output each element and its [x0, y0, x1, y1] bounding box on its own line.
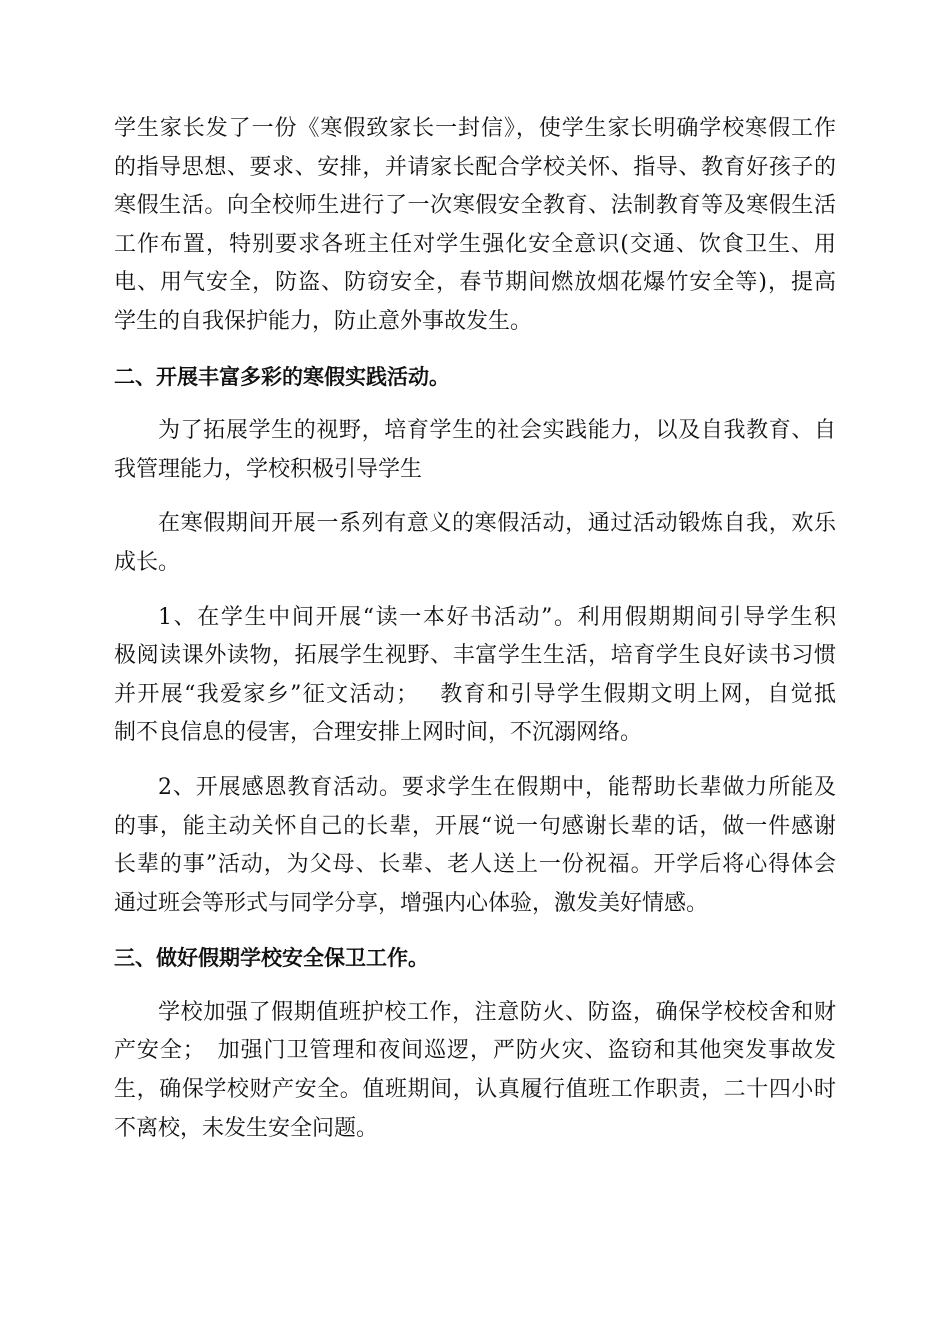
paragraph-practice-intro [114, 412, 836, 489]
text-line: 制不良信息的侵害，合理安排上网时间，不沉溺网络。 [114, 720, 643, 746]
paragraph-practice-activities [114, 505, 836, 582]
paragraph-parent-letter [114, 110, 836, 342]
section-heading-2: 二、开展丰富多彩的寒假实践活动。 [114, 364, 450, 389]
text-line: 2、开展感恩教育活动。要求学生在假期中，能帮助长辈做力所能及 [158, 774, 836, 800]
paragraph-campus-security [114, 994, 836, 1148]
text-line: 我管理能力，学校积极引导学生 [114, 456, 423, 482]
text-line: 在寒假期间开展一系列有意义的寒假活动，通过活动锻炼自我，欢乐 [158, 511, 836, 537]
text-line: 工作布置，特别要求各班主任对学生强化安全意识(交通、饮食卫生、用 [114, 231, 836, 257]
paragraph-reading-activity [114, 599, 836, 753]
text-line: 极阅读课外读物，拓展学生视野、丰富学生生活，培育学生良好读书习惯 [114, 643, 836, 669]
text-line: 通过班会等形式与同学分享，增强内心体验，激发美好情感。 [114, 890, 709, 916]
text-line: 成长。 [114, 549, 181, 575]
text-line: 寒假生活。向全校师生进行了一次寒假安全教育、法制教育等及寒假生活 [114, 193, 836, 219]
text-line: 学生家长发了一份《寒假致家长一封信》，使学生家长明确学校寒假工作 [114, 116, 836, 141]
document-body [114, 110, 836, 1164]
text-line: 为了拓展学生的视野，培育学生的社会实践能力，以及自我教育、自 [158, 418, 836, 444]
text-line: 并开展“我爱家乡”征文活动； 教育和引导学生假期文明上网，自觉抵 [114, 681, 836, 707]
text-line: 1、在学生中间开展“读一本好书活动”。利用假期期间引导学生积 [158, 604, 836, 630]
paragraph-gratitude-activity [114, 769, 836, 923]
text-line: 的事，能主动关怀自己的长辈，开展“说一句感谢长辈的话，做一件感谢 [114, 813, 836, 839]
text-line: 的指导思想、要求、安排，并请家长配合学校关怀、指导、教育好孩子的 [114, 154, 836, 180]
text-line: 生，确保学校财产安全。值班期间，认真履行值班工作职责，二十四小时 [114, 1077, 836, 1103]
text-line: 不离校，未发生安全问题。 [114, 1115, 379, 1141]
text-line: 长辈的事”活动，为父母、长辈、老人送上一份祝福。开学后将心得体会 [114, 852, 836, 878]
section-heading-3: 三、做好假期学校安全保卫工作。 [114, 946, 429, 971]
text-line: 学生的自我保护能力，防止意外事故发生。 [114, 308, 533, 334]
text-line: 产安全； 加强门卫管理和夜间巡逻，严防火灾、盗窃和其他突发事故发 [114, 1038, 836, 1064]
text-line: 学校加强了假期值班护校工作，注意防火、防盗，确保学校校舍和财 [158, 999, 836, 1025]
text-line: 电、用气安全，防盗、防窃安全，春节期间燃放烟花爆竹安全等)，提高 [114, 270, 836, 296]
